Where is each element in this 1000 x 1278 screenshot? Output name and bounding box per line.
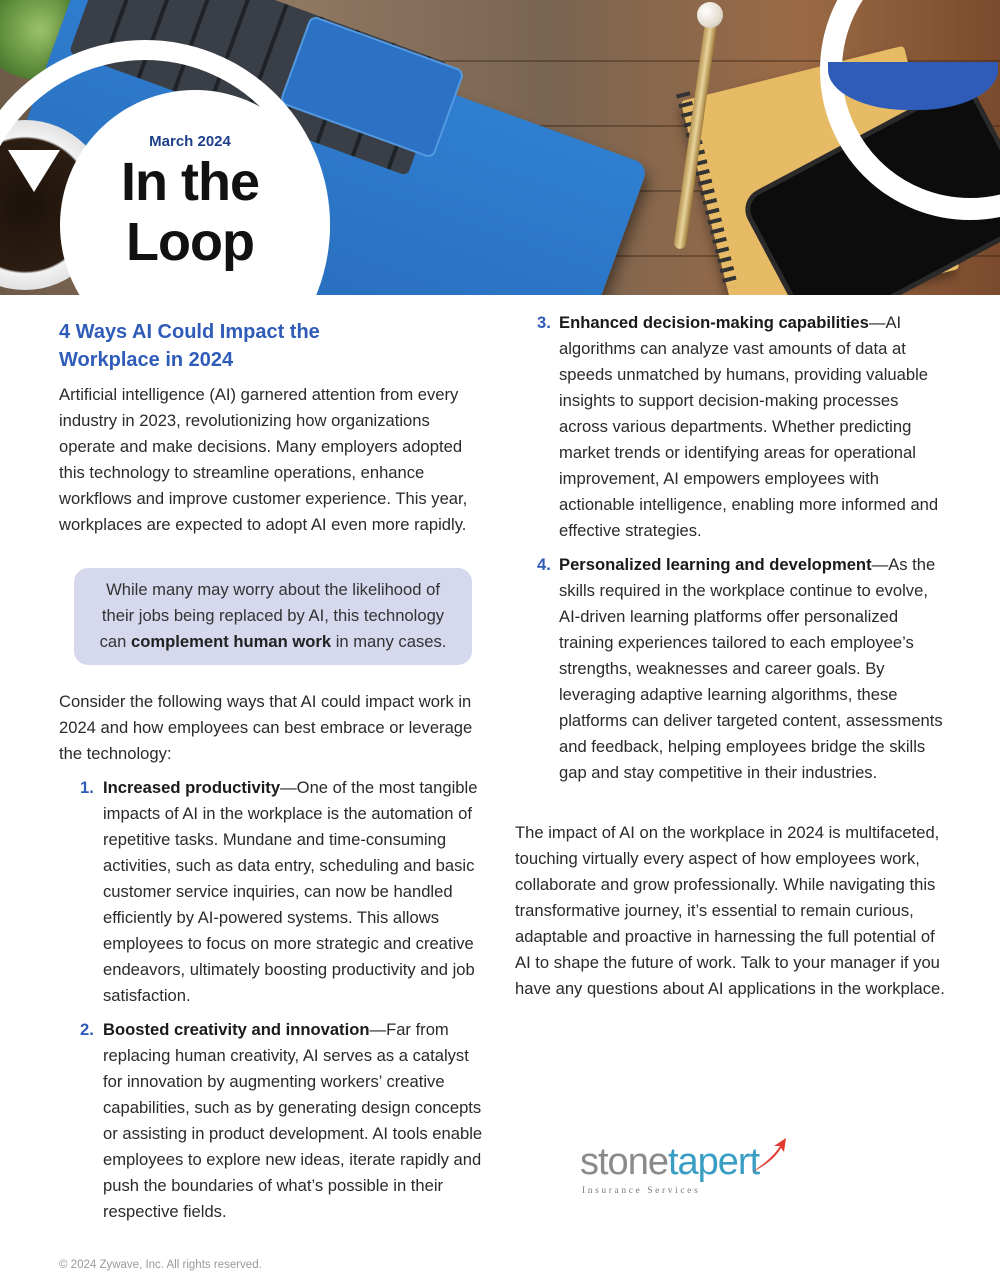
list-number: 4. — [537, 555, 551, 574]
callout-text-end: in many cases. — [331, 632, 447, 651]
callout-text: While many may worry about the likelihood of their jobs being replaced by AI, this technology can — [99, 580, 445, 651]
title-line-2: Loop — [126, 212, 254, 272]
lead-in-paragraph: Consider the following ways that AI could impact work in 2024 and how employees can best embrace or leverage the technology: — [59, 692, 473, 763]
list-item-title: Enhanced decision-making capabilities — [559, 313, 869, 332]
callout-bold: complement human work — [131, 632, 332, 651]
pen-cap — [697, 2, 723, 28]
list-number: 2. — [80, 1020, 94, 1039]
article-title: 4 Ways AI Could Impact the Workplace in 2024 — [59, 321, 320, 371]
list-number: 1. — [80, 778, 94, 797]
list-item-title: Personalized learning and development — [559, 555, 872, 574]
newsletter-title — [90, 152, 290, 272]
title-line-1: In the — [121, 152, 259, 212]
copyright-notice: © 2024 Zywave, Inc. All rights reserved. — [59, 1259, 262, 1271]
list-item-text: —As the skills required in the workplace continue to evolve, AI-driven learning platforms offer personalized training experiences tailored to each employee’s strengths, weaknesses and career goals. By leveraging adaptive learning algorithms, these platforms can deliver targeted content, assessments and feedback, helping employees bridge the skills gap and stay competitive in their industries. — [559, 555, 943, 782]
ways-list-part-1 — [59, 775, 489, 1225]
logo-part-stone: stone — [580, 1141, 668, 1183]
company-logo — [580, 1142, 790, 1202]
right-column — [515, 310, 945, 1002]
logo-tagline: Insurance Services — [582, 1186, 701, 1196]
list-item-text: —One of the most tangible impacts of AI in the workplace is the automation of repetitive tasks. Mundane and time-consuming activities, such as data entry, scheduling and basic customer service inquiries, can now be handled efficiently by AI-powered systems. This allows employees to focus on more strategic and creative endeavors, ultimately boosting productivity and job satisfaction. — [103, 778, 478, 1005]
list-item-text: —AI algorithms can analyze vast amounts of data at speeds unmatched by humans, providing valuable insights to support decision-making processes across various departments. Whether predicting market trends or identifying areas for operational improvement, AI empowers employees with actionable intelligence, enabling more informed and effective strategies. — [559, 313, 939, 540]
left-column — [59, 318, 489, 1233]
ways-list-part-2 — [515, 310, 945, 786]
list-number: 3. — [537, 313, 551, 332]
closing-paragraph: The impact of AI on the workplace in 2024 is multifaceted, touching virtually every aspect of how employees work, collaborate and grow professionally. While navigating this transformative journey, it’s essential to remain curious, adaptable and proactive in harnessing the full potential of AI to shape the future of work. Talk to your manager if you have any questions about AI applications in the workplace. — [515, 823, 945, 998]
loop-arrow-icon — [8, 150, 60, 192]
issue-date: March 2024 — [149, 133, 231, 150]
intro-paragraph: Artificial intelligence (AI) garnered attention from every industry in 2023, revolutionizing how organizations operate and make decisions. Many employers adopted this technology to streamline operations, enhance workflows and improve customer experience. This year, workplaces are expected to adopt AI even more rapidly. — [59, 385, 468, 534]
list-item-text: —Far from replacing human creativity, AI serves as a catalyst for innovation by augmenting workers’ creative capabilities, such as by generating design concepts or assisting in product development. AI tools enable employees to explore new ideas, iterate rapidly and push the boundaries of what’s possible in their respective fields. — [103, 1020, 483, 1221]
header-photo — [0, 0, 1000, 295]
list-item-title: Increased productivity — [103, 778, 281, 797]
list-item — [515, 310, 945, 544]
logo-arrow-icon — [750, 1138, 790, 1174]
list-item — [59, 1017, 489, 1225]
list-item-title: Boosted creativity and innovation — [103, 1020, 370, 1039]
list-item — [515, 552, 945, 786]
logo-part-tapert: tapert — [667, 1141, 760, 1183]
list-item — [59, 775, 489, 1009]
callout-box — [74, 568, 472, 665]
